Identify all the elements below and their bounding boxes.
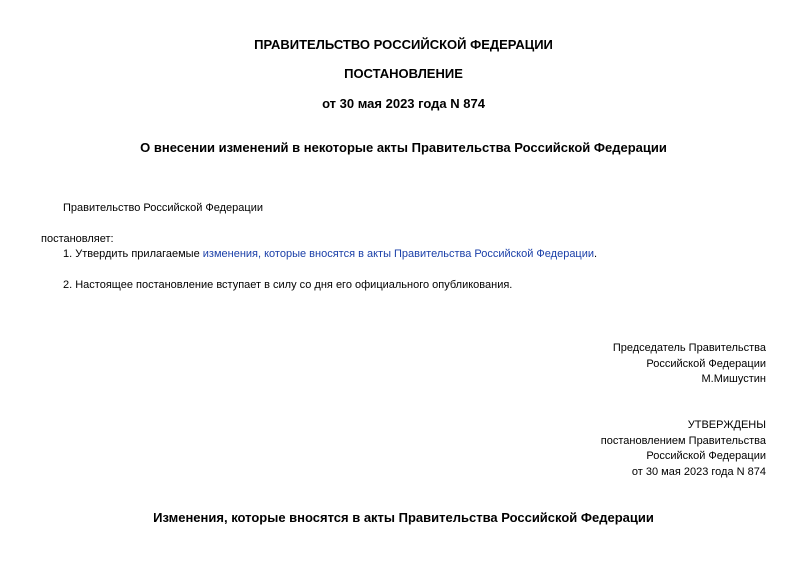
approval-date: от 30 мая 2023 года N 874 (631, 465, 766, 478)
changes-link[interactable]: изменения, которые вносятся в акты Правительства Российской Федерации (202, 248, 595, 260)
item-2: 2. Настоящее постановление вступает в силу со дня его официального опубликования. (63, 279, 513, 291)
approval-label: УТВЕРЖДЕНЫ (687, 419, 766, 431)
decree-text: постановляет: (41, 233, 114, 245)
preamble-text: Правительство Российской Федерации (63, 202, 263, 214)
signature-position: Председатель Правительства (612, 342, 766, 354)
item-1 (63, 248, 597, 260)
signature-organization: Российской Федерации (646, 357, 766, 370)
item-1-suffix: . (594, 248, 598, 260)
approval-block (601, 418, 766, 480)
government-heading: ПРАВИТЕЛЬСТВО РОССИЙСКОЙ ФЕДЕРАЦИИ (254, 37, 553, 52)
document-title: О внесении изменений в некоторые акты Правительства Российской Федерации (140, 140, 667, 155)
signature-name: М.Мишустин (701, 373, 766, 385)
appendix-title: Изменения, которые вносятся в акты Правительства Российской Федерации (153, 510, 654, 525)
document-type: ПОСТАНОВЛЕНИЕ (344, 66, 463, 81)
approval-organization: Российской Федерации (646, 450, 766, 462)
item-1-prefix: 1. Утвердить прилагаемые (63, 248, 203, 260)
approval-by: постановлением Правительства (600, 434, 766, 447)
document-date-number: от 30 мая 2023 года N 874 (322, 96, 485, 111)
signature-block (613, 341, 766, 388)
